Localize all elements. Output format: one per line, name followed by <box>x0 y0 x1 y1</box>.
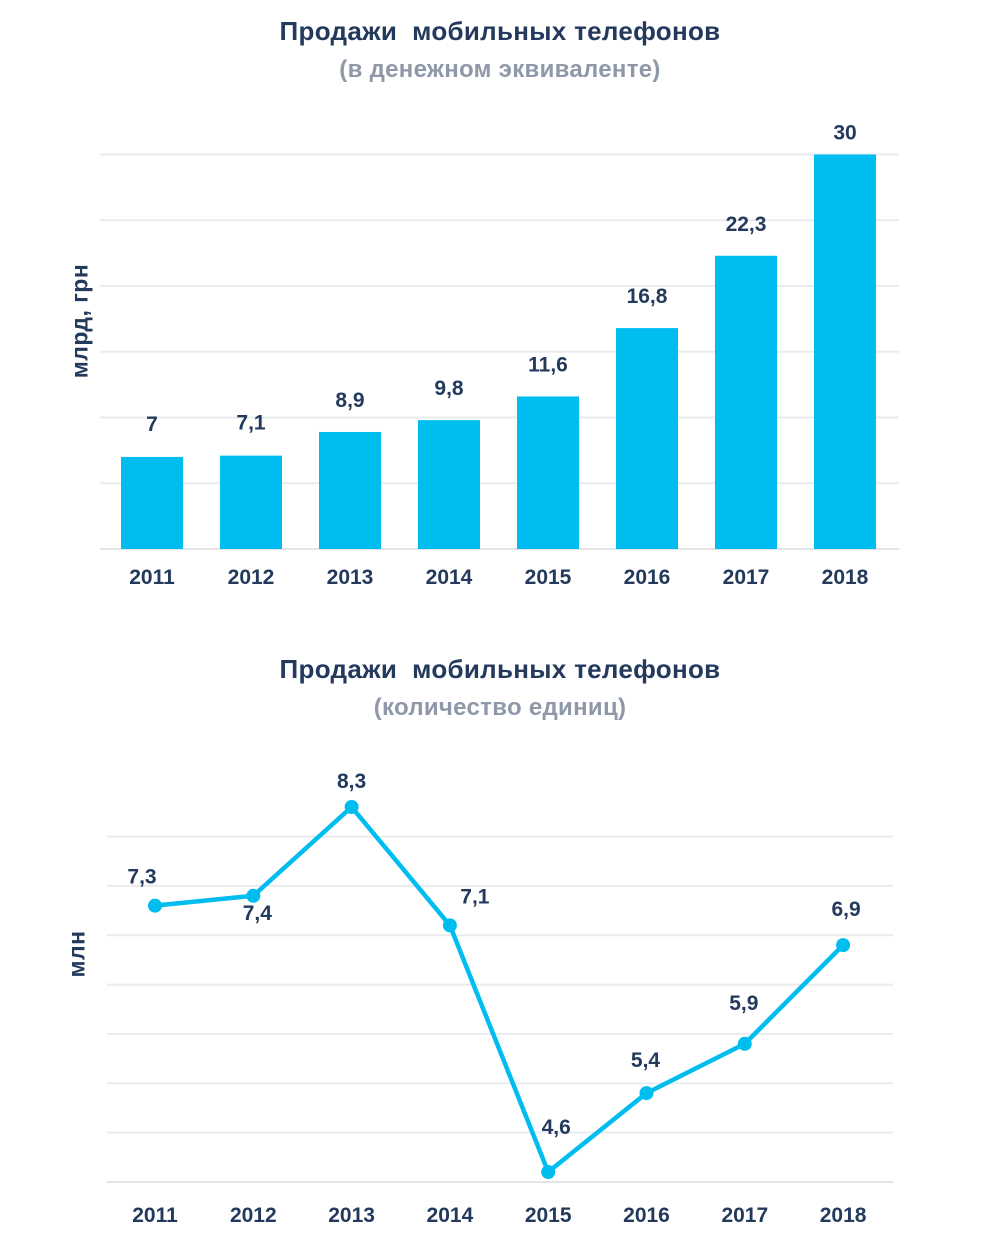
x-tick-label: 2016 <box>623 566 671 589</box>
x-tick-label: 2013 <box>328 1204 375 1227</box>
x-tick-label: 2017 <box>722 566 770 589</box>
x-tick-label: 2015 <box>524 1204 572 1227</box>
x-tick-label: 2012 <box>229 1204 277 1227</box>
data-point-marker <box>443 918 457 932</box>
bar <box>616 328 678 549</box>
line-chart-subtitle: (количество единиц) <box>373 694 627 721</box>
data-point-marker <box>640 1086 654 1100</box>
point-value-label: 4,6 <box>541 1116 571 1140</box>
bar <box>814 155 876 550</box>
x-tick-label: 2017 <box>721 1204 769 1227</box>
data-point-marker <box>738 1037 752 1051</box>
data-point-marker <box>246 889 260 903</box>
bar-value-label: 9,8 <box>434 377 464 401</box>
bar-value-label: 7 <box>146 412 158 436</box>
bar-value-label: 7,1 <box>236 411 266 435</box>
bar-value-label: 30 <box>833 121 857 145</box>
point-value-label: 7,1 <box>460 885 490 909</box>
point-value-label: 7,4 <box>242 901 272 925</box>
line-chart-title: Продажи мобильных телефонов <box>279 654 721 684</box>
point-value-label: 5,9 <box>729 991 759 1015</box>
data-point-marker <box>345 800 359 814</box>
point-value-label: 7,3 <box>127 865 157 889</box>
point-value-label: 5,4 <box>630 1049 661 1073</box>
x-tick-label: 2014 <box>425 566 473 589</box>
x-tick-label: 2012 <box>227 566 275 589</box>
x-tick-label: 2018 <box>819 1204 867 1227</box>
point-value-label: 8,3 <box>336 770 367 794</box>
x-tick-label: 2014 <box>426 1204 474 1227</box>
x-tick-label: 2018 <box>821 566 869 589</box>
bar-chart-subtitle: (в денежном эквиваленте) <box>339 56 661 83</box>
line-chart <box>0 625 1000 1250</box>
bar <box>418 420 480 549</box>
bar <box>517 396 579 549</box>
bar <box>319 432 381 549</box>
bar <box>121 457 183 549</box>
bar-value-label: 16,8 <box>626 285 668 309</box>
bar-chart-title: Продажи мобильных телефонов <box>279 16 721 46</box>
x-tick-label: 2011 <box>132 1204 178 1227</box>
line-chart-y-axis-label: млн <box>63 930 90 978</box>
x-tick-label: 2013 <box>326 566 374 589</box>
bar-chart-y-axis-label: млрд, грн <box>66 263 93 379</box>
sales-line <box>155 807 843 1172</box>
data-point-marker <box>836 938 850 952</box>
x-tick-label: 2016 <box>623 1204 670 1227</box>
bar <box>715 256 777 549</box>
x-tick-label: 2015 <box>524 566 572 589</box>
point-value-label: 6,9 <box>831 898 861 922</box>
x-tick-label: 2011 <box>129 566 175 589</box>
bar-value-label: 8,9 <box>335 388 365 412</box>
bar-value-label: 11,6 <box>528 353 568 377</box>
bar-value-label: 22,3 <box>725 212 767 236</box>
data-point-marker <box>541 1165 555 1179</box>
data-point-marker <box>148 899 162 913</box>
bar <box>220 456 282 549</box>
